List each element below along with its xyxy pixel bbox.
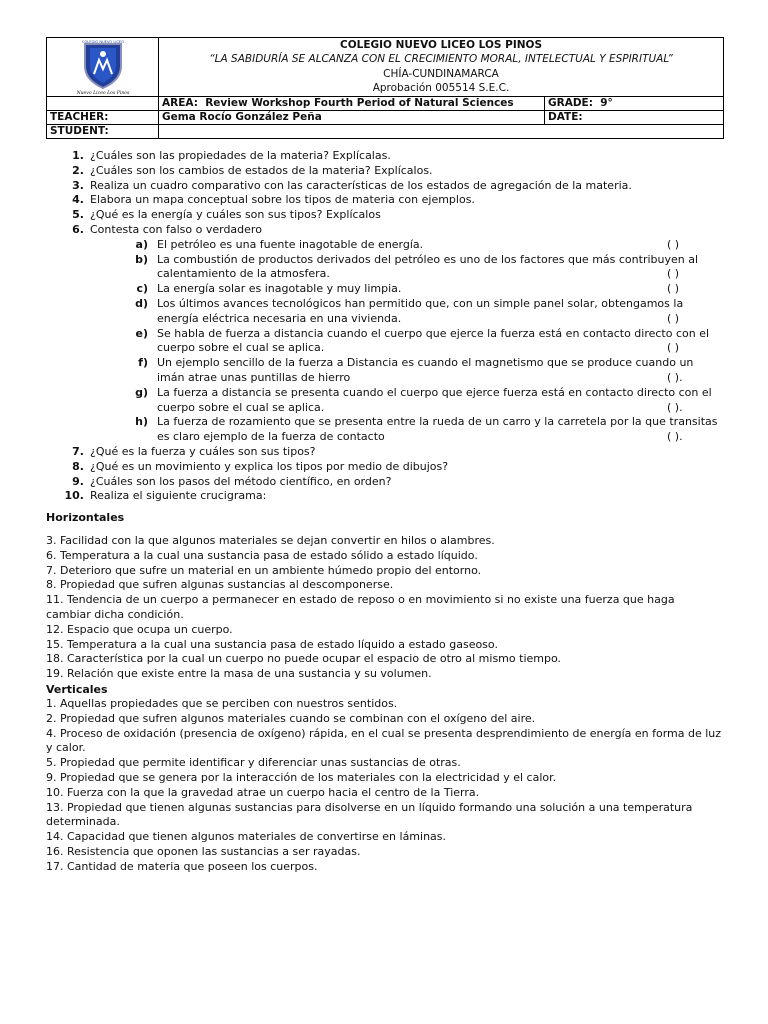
answer-blank[interactable]: ( ) bbox=[667, 311, 680, 325]
true-false-item bbox=[60, 282, 730, 297]
item-letter: h) bbox=[135, 415, 148, 429]
question-number: 10. bbox=[64, 489, 84, 503]
question-item bbox=[60, 193, 730, 208]
clue-v: 9. Propiedad que se genera por la interacción de los materiales con la electricidad y el calor. bbox=[46, 770, 557, 784]
item-text: La combustión de productos derivados del petróleo es uno de los factores que más contribuyen al bbox=[157, 252, 699, 266]
item-letter: d) bbox=[135, 296, 148, 310]
item-letter: a) bbox=[135, 237, 148, 251]
grade-value: 9° bbox=[600, 97, 613, 109]
logo-bottom-text: Nuevo Liceo Los Pinos bbox=[76, 91, 129, 96]
grade-label: GRADE: bbox=[548, 97, 593, 109]
teacher-value: Gema Rocío González Peña bbox=[159, 111, 545, 125]
clue-v: 4. Proceso de oxidación (presencia de oxígeno) rápida, en el cual se presenta desprendimiento de energía en forma de luz y calor. bbox=[46, 726, 722, 755]
school-name: COLEGIO NUEVO LICEO LOS PINOS bbox=[159, 38, 724, 53]
answer-blank[interactable]: ( ). bbox=[667, 370, 683, 384]
answer-blank[interactable]: ( ). bbox=[667, 430, 683, 444]
item-text-cont: cuerpo sobre el cual se aplica. bbox=[157, 341, 325, 355]
question-item bbox=[60, 475, 730, 490]
date-label: DATE: bbox=[545, 111, 724, 125]
area-value: Review Workshop Fourth Period of Natural Sciences bbox=[205, 97, 514, 109]
item-text-cont: calentamiento de la atmosfera. bbox=[157, 267, 330, 281]
item-letter: c) bbox=[136, 282, 148, 296]
true-false-item bbox=[60, 415, 730, 445]
student-field bbox=[159, 125, 724, 139]
header-table bbox=[46, 37, 724, 139]
grade-field bbox=[545, 97, 724, 111]
student-label: STUDENT: bbox=[47, 125, 159, 139]
clue-h: 18. Característica por la cual un cuerpo no puede ocupar el espacio de otro al mismo tiempo. bbox=[46, 652, 561, 666]
school-approval: Aprobación 005514 S.E.C. bbox=[159, 81, 724, 96]
verticales-title: Verticales bbox=[46, 682, 108, 696]
clue-h: 6. Temperatura a la cual una sustancia pasa de estado sólido a estado líquido. bbox=[46, 548, 478, 562]
question-text: Contesta con falso o verdadero bbox=[90, 222, 262, 236]
area-field bbox=[159, 97, 545, 111]
crossword-clues bbox=[46, 510, 722, 875]
true-false-item bbox=[60, 356, 730, 386]
item-text: La energía solar es inagotable y muy limpia. bbox=[157, 282, 402, 296]
school-crest-logo-icon bbox=[63, 38, 143, 96]
question-number: 5. bbox=[72, 208, 84, 222]
item-letter: b) bbox=[135, 252, 148, 266]
item-text-cont: cuerpo sobre el cual se aplica. bbox=[157, 400, 325, 414]
question-number: 2. bbox=[72, 163, 84, 177]
question-item bbox=[60, 179, 730, 194]
item-text-cont: es claro ejemplo de la fuerza de contacto bbox=[157, 430, 385, 444]
clue-h: 19. Relación que existe entre la masa de una sustancia y su volumen. bbox=[46, 667, 432, 681]
teacher-label: TEACHER: bbox=[47, 111, 159, 125]
clue-h: 3. Facilidad con la que algunos materiales se dejan convertir en hilos o alambres. bbox=[46, 534, 495, 547]
clue-h: 12. Espacio que ocupa un cuerpo. bbox=[46, 622, 233, 636]
question-number: 7. bbox=[72, 444, 84, 458]
school-motto: “LA SABIDURÍA SE ALCANZA CON EL CRECIMIENTO MORAL, INTELECTUAL Y ESPIRITUAL” bbox=[159, 53, 724, 67]
clue-h: 11. Tendencia de un cuerpo a permanecer en estado de reposo o en movimiento si no existe una fuerza que haga cambiar dicha condición. bbox=[46, 593, 675, 621]
question-text: ¿Qué es un movimiento y explica los tipos por medio de dibujos? bbox=[90, 459, 449, 473]
clue-v: 5. Propiedad que permite identificar y diferenciar unas sustancias de otras. bbox=[46, 756, 461, 770]
clue-h: 8. Propiedad que sufren algunas sustancias al descomponerse. bbox=[46, 578, 394, 592]
answer-blank[interactable]: ( ) bbox=[667, 341, 680, 355]
question-item bbox=[60, 445, 730, 460]
answer-blank[interactable]: ( ) bbox=[667, 267, 680, 281]
true-false-item bbox=[60, 327, 730, 357]
true-false-list bbox=[60, 238, 730, 445]
area-label: AREA: bbox=[162, 97, 198, 109]
question-number: 6. bbox=[72, 222, 84, 236]
clue-v: 2. Propiedad que sufren algunos materiales cuando se combinan con el oxígeno del aire. bbox=[46, 711, 536, 725]
question-text: ¿Qué es la energía y cuáles son sus tipos? Explícalos bbox=[90, 208, 381, 222]
answer-blank[interactable]: ( ). bbox=[667, 400, 683, 414]
question-text: Elabora un mapa conceptual sobre los tipos de materia con ejemplos. bbox=[90, 193, 475, 207]
question-number: 1. bbox=[72, 149, 84, 162]
clue-v: 14. Capacidad que tienen algunos materiales de convertirse en láminas. bbox=[46, 830, 447, 844]
question-item bbox=[60, 164, 730, 179]
question-text: ¿Cuáles son los cambios de estados de la materia? Explícalos. bbox=[90, 163, 433, 177]
question-text: ¿Cuáles son las propiedades de la materia? Explícalas. bbox=[90, 149, 391, 162]
question-text: ¿Qué es la fuerza y cuáles son sus tipos? bbox=[90, 444, 316, 458]
question-text: ¿Cuáles son los pasos del método científico, en orden? bbox=[90, 474, 392, 488]
clue-v: 13. Propiedad que tienen algunas sustancias para disolverse en un líquido formando una solución a una temperatura determinada. bbox=[46, 800, 693, 829]
clue-v: 17. Cantidad de materia que poseen los cuerpos. bbox=[46, 859, 318, 873]
answer-blank[interactable]: ( ) bbox=[667, 237, 680, 251]
clue-v: 10. Fuerza con la que la gravedad atrae un cuerpo hacia el centro de la Tierra. bbox=[46, 785, 480, 799]
clue-h: 15. Temperatura a la cual una sustancia pasa de estado líquido a estado gaseoso. bbox=[46, 637, 498, 651]
item-text: Los últimos avances tecnológicos han permitido que, con un simple panel solar, obtengamos la bbox=[157, 296, 684, 310]
question-text: Realiza el siguiente crucigrama: bbox=[90, 489, 267, 503]
question-item bbox=[60, 208, 730, 223]
horizontales-title: Horizontales bbox=[46, 511, 125, 524]
question-item bbox=[60, 149, 730, 164]
true-false-item bbox=[60, 386, 730, 416]
true-false-item bbox=[60, 253, 730, 283]
item-text: El petróleo es una fuente inagotable de energía. bbox=[157, 237, 424, 251]
item-text: La fuerza de rozamiento que se presenta entre la rueda de un carro y la carretela por la que transitas bbox=[157, 415, 718, 429]
item-text: Se habla de fuerza a distancia cuando el cuerpo que ejerce la fuerza está en contacto directo con el bbox=[157, 326, 710, 340]
spacer bbox=[46, 525, 722, 534]
question-text: Realiza un cuadro comparativo con las características de los estados de agregación de la materia. bbox=[90, 178, 632, 192]
school-location: CHÍA-CUNDINAMARCA bbox=[159, 67, 724, 81]
question-list bbox=[60, 149, 730, 504]
item-letter: f) bbox=[138, 356, 148, 370]
logo-cell bbox=[47, 38, 159, 97]
logo-top-text: COLEGIO NUEVO LICEO bbox=[81, 40, 124, 44]
question-number: 8. bbox=[72, 459, 84, 473]
item-letter: g) bbox=[135, 385, 148, 399]
clue-v: 1. Aquellas propiedades que se perciben con nuestros sentidos. bbox=[46, 696, 398, 710]
item-text: La fuerza a distancia se presenta cuando el cuerpo que ejerce fuerza está en contacto directo con el bbox=[157, 385, 712, 399]
question-number: 9. bbox=[72, 474, 84, 488]
item-letter: e) bbox=[135, 326, 148, 340]
answer-blank[interactable]: ( ) bbox=[667, 282, 680, 296]
question-item bbox=[60, 489, 730, 504]
clue-h: 7. Deterioro que sufre un material en un ambiente húmedo propio del entorno. bbox=[46, 563, 482, 577]
true-false-item bbox=[60, 297, 730, 327]
question-item bbox=[60, 223, 730, 238]
logo-cell-continued bbox=[47, 97, 159, 111]
item-text: Un ejemplo sencillo de la fuerza a Distancia es cuando el magnetismo que se produce cuando un bbox=[157, 356, 694, 370]
item-text-cont: imán atrae unas puntillas de hierro bbox=[157, 370, 351, 384]
question-item bbox=[60, 460, 730, 475]
item-text-cont: energía eléctrica necesaria en una vivienda. bbox=[157, 311, 402, 325]
question-number: 4. bbox=[72, 193, 84, 207]
clue-v: 16. Resistencia que oponen las sustancias a ser rayadas. bbox=[46, 844, 361, 858]
true-false-item bbox=[60, 238, 730, 253]
question-number: 3. bbox=[72, 178, 84, 192]
